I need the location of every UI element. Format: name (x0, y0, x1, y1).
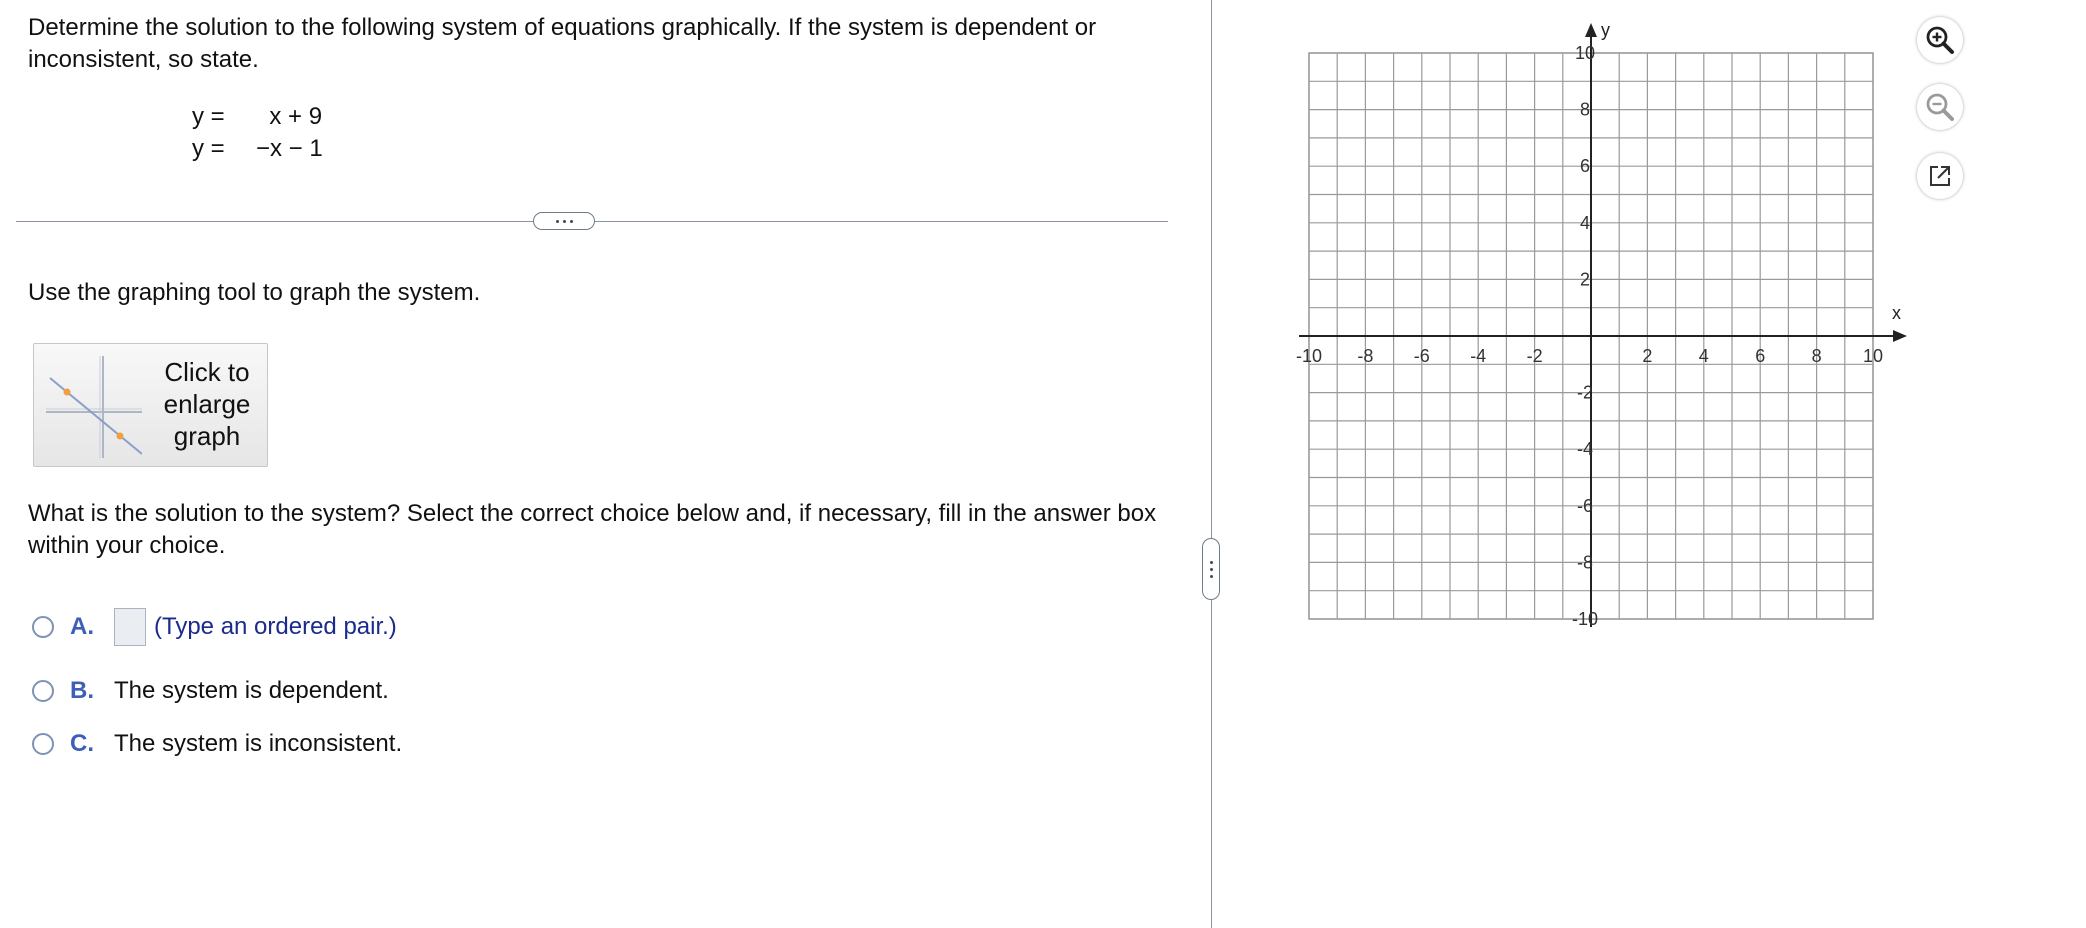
choice-c-letter: C. (70, 730, 94, 757)
x-tick-label: -10 (1295, 346, 1323, 366)
popout-icon (1927, 163, 1953, 189)
zoom-out-icon (1925, 92, 1955, 122)
panel-splitter[interactable] (1211, 0, 1212, 928)
zoom-in-icon (1925, 25, 1955, 55)
x-tick-label: 2 (1642, 346, 1653, 366)
zoom-in-button[interactable] (1917, 17, 1963, 63)
equation-1 (192, 101, 323, 133)
x-tick-label: -2 (1526, 346, 1543, 366)
graphing-area[interactable] (1282, 16, 1922, 636)
y-tick-label: 8 (1579, 99, 1591, 120)
graph-thumbnail-icon (42, 354, 142, 458)
choice-b-letter: B. (70, 677, 94, 704)
question-prompt: Determine the solution to the following system of equations graphically. If the system is dependent or inconsistent, so state. (28, 14, 1097, 73)
y-tick-label: -10 (1571, 609, 1599, 629)
y-tick-label: -8 (1576, 552, 1594, 573)
y-tick-label: 4 (1579, 212, 1591, 233)
solution-question: What is the solution to the system? Select the correct choice below and, if necessary, fill in the answer box within your choice. (28, 500, 1157, 559)
y-axis-label: y (1601, 20, 1610, 40)
equation-2-lhs: y = (192, 135, 225, 162)
choice-a-hint: (Type an ordered pair.) (154, 613, 397, 640)
x-tick-label: 6 (1755, 346, 1766, 366)
popout-button[interactable] (1917, 153, 1963, 199)
choice-a[interactable] (32, 608, 397, 646)
ellipsis-dot (556, 220, 559, 223)
equation-system (192, 101, 323, 165)
handle-dot (1210, 568, 1213, 571)
x-tick-label: -8 (1357, 346, 1374, 366)
x-axis-label: x (1892, 303, 1901, 323)
equation-1-rhs: x + 9 (256, 103, 323, 130)
graph-instruction: Use the graphing tool to graph the system. (28, 279, 481, 306)
expand-collapse-button[interactable] (533, 212, 595, 230)
x-tick-label: -6 (1413, 346, 1430, 366)
equation-2 (192, 133, 323, 165)
handle-dot (1210, 561, 1213, 564)
y-tick-label: 2 (1579, 269, 1591, 290)
y-tick-label: -4 (1576, 439, 1594, 460)
zoom-out-button[interactable] (1917, 84, 1963, 130)
x-tick-label: 10 (1862, 346, 1884, 366)
y-axis-arrow (1585, 23, 1597, 37)
x-tick-label: 4 (1698, 346, 1709, 366)
handle-dot (1210, 575, 1213, 578)
ellipsis-dot (570, 220, 573, 223)
ellipsis-dot (563, 220, 566, 223)
choice-b-text: The system is dependent. (114, 677, 389, 704)
choice-b-radio[interactable] (32, 680, 54, 702)
choice-b[interactable] (32, 677, 389, 705)
ordered-pair-input[interactable] (114, 608, 146, 646)
y-tick-label: 6 (1579, 156, 1591, 177)
choice-c-text: The system is inconsistent. (114, 730, 403, 757)
choice-a-letter: A. (70, 613, 94, 640)
y-tick-label: -6 (1576, 495, 1594, 516)
x-tick-label: 8 (1811, 346, 1822, 366)
splitter-handle[interactable] (1202, 538, 1220, 600)
x-axis-arrow (1893, 330, 1907, 342)
equation-2-rhs: −x − 1 (256, 135, 323, 162)
x-tick-label: -4 (1470, 346, 1487, 366)
choice-c-radio[interactable] (32, 733, 54, 755)
enlarge-graph-button[interactable] (33, 343, 268, 467)
enlarge-graph-label: Click to enlarge graph (163, 357, 251, 451)
choice-a-radio[interactable] (32, 616, 54, 638)
choice-c[interactable] (32, 730, 402, 758)
equation-1-lhs: y = (192, 103, 225, 130)
y-tick-label: -2 (1576, 382, 1594, 403)
y-tick-label: 10 (1574, 43, 1596, 63)
